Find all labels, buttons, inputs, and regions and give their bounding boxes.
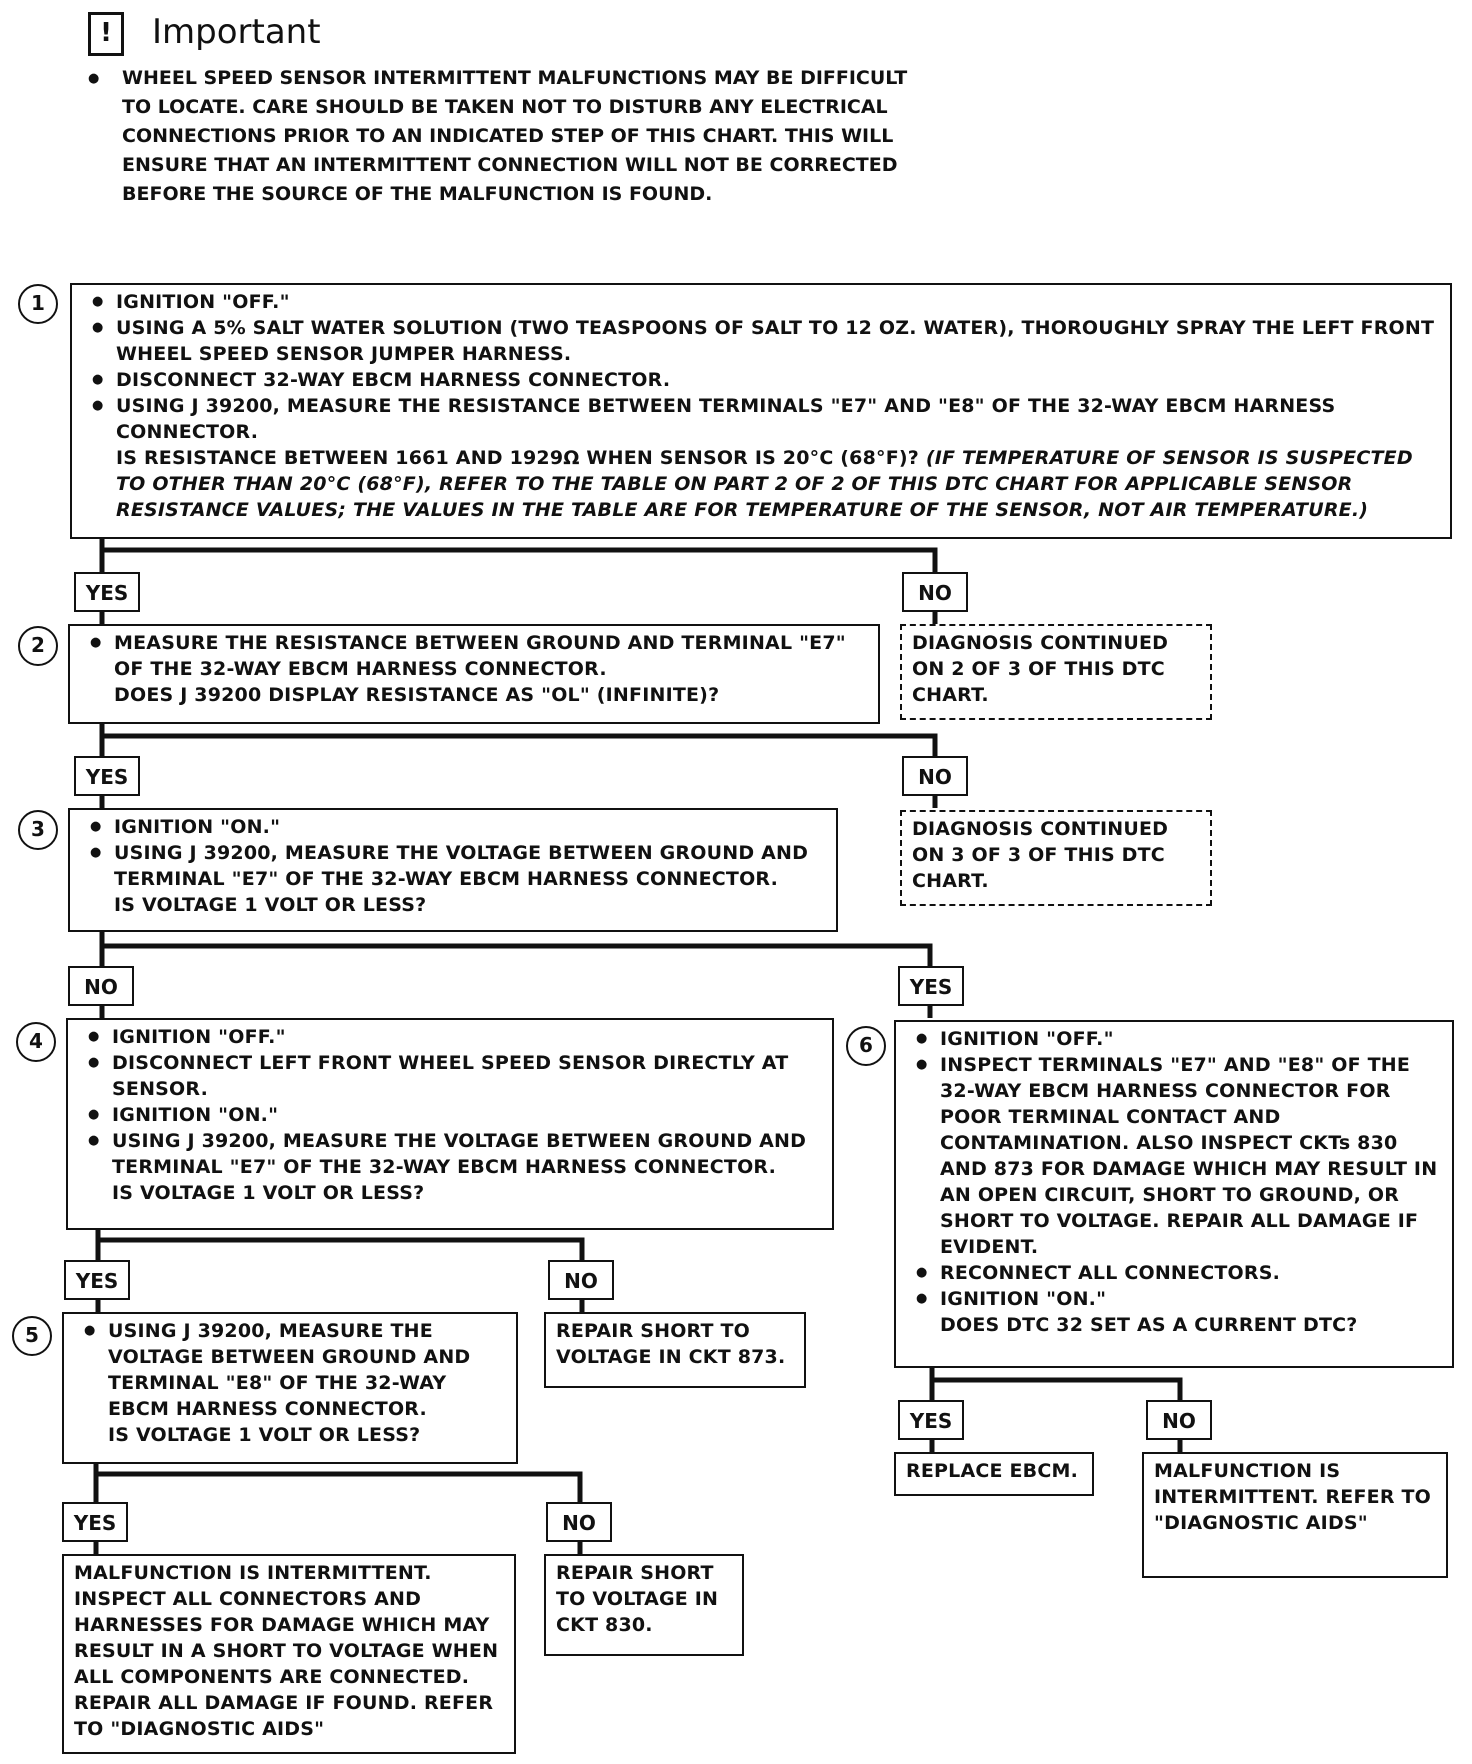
step-6-bullet: ● IGNITION "OFF." bbox=[906, 1026, 1442, 1052]
result-repair-ckt-830 bbox=[544, 1554, 744, 1656]
step-3-bullet: ● USING J 39200, MEASURE THE VOLTAGE BETWEEN GROUND AND TERMINAL "E7" OF THE 32-WAY EBCM HARNESS CONNECTOR. bbox=[80, 840, 826, 892]
step-3-box bbox=[68, 808, 838, 932]
step-6-bullet: ● INSPECT TERMINALS "E7" AND "E8" OF THE 32-WAY EBCM HARNESS CONNECTOR FOR POOR TERMINAL CONTACT AND CONTAMINATION. ALSO INSPECT CKTs 830 AND 873 FOR DAMAGE WHICH MAY RESULT IN AN OPEN CIRCUIT, SHORT TO GROUND, OR SHORT TO VOLTAGE. REPAIR ALL DAMAGE IF EVIDENT. bbox=[906, 1052, 1442, 1260]
no-label: NO bbox=[546, 1502, 612, 1542]
step-6-question: DOES DTC 32 SET AS A CURRENT DTC? bbox=[940, 1314, 1358, 1336]
result-text: DIAGNOSIS CONTINUED ON 3 OF 3 OF THIS DTC CHART. bbox=[912, 818, 1169, 892]
no-label: NO bbox=[902, 756, 968, 796]
yes-label: YES bbox=[64, 1260, 130, 1300]
step-4-question: IS VOLTAGE 1 VOLT OR LESS? bbox=[112, 1182, 425, 1204]
step-4-bullet: ● IGNITION "ON." bbox=[78, 1102, 822, 1128]
no-label: NO bbox=[1146, 1400, 1212, 1440]
step-2-box bbox=[68, 624, 880, 724]
step-4-bullet: ● USING J 39200, MEASURE THE VOLTAGE BETWEEN GROUND AND TERMINAL "E7" OF THE 32-WAY EBCM HARNESS CONNECTOR. bbox=[78, 1128, 822, 1180]
step-6-bullet: ● IGNITION "ON." bbox=[906, 1286, 1442, 1312]
step-2-bullet: ● MEASURE THE RESISTANCE BETWEEN GROUND AND TERMINAL "E7" OF THE 32-WAY EBCM HARNESS CONNECTOR. bbox=[80, 630, 868, 682]
step-1-box bbox=[70, 283, 1452, 539]
step-1-number: 1 bbox=[18, 284, 58, 324]
no-label: NO bbox=[68, 966, 134, 1006]
step-4-bullet: ● DISCONNECT LEFT FRONT WHEEL SPEED SENSOR DIRECTLY AT SENSOR. bbox=[78, 1050, 822, 1102]
yes-label: YES bbox=[62, 1502, 128, 1542]
result-repair-ckt-873 bbox=[544, 1312, 806, 1388]
step-4-bullet: ● IGNITION "OFF." bbox=[78, 1024, 822, 1050]
no-label: NO bbox=[548, 1260, 614, 1300]
step-4-number: 4 bbox=[16, 1022, 56, 1062]
yes-label: YES bbox=[898, 1400, 964, 1440]
exclamation-icon: ! bbox=[88, 12, 124, 56]
important-title: Important bbox=[152, 12, 321, 52]
important-text: WHEEL SPEED SENSOR INTERMITTENT MALFUNCTIONS MAY BE DIFFICULT TO LOCATE. CARE SHOULD BE TAKEN NOT TO DISTURB ANY ELECTRICAL CONNECTIONS PRIOR TO AN INDICATED STEP OF THIS CHART. THIS WILL ENSURE THAT AN INTERMITTENT CONNECTION WILL NOT BE CORRECTED BEFORE THE SOURCE OF THE MALFUNCTION IS FOUND. bbox=[122, 67, 908, 205]
step-1-bullet: ● DISCONNECT 32-WAY EBCM HARNESS CONNECTOR. bbox=[82, 367, 1440, 393]
result-replace-ebcm bbox=[894, 1452, 1094, 1496]
result-continued-3-of-3 bbox=[900, 810, 1212, 906]
bullet-icon: ● bbox=[88, 71, 100, 86]
step-5-number: 5 bbox=[12, 1316, 52, 1356]
result-intermittent-aids bbox=[1142, 1452, 1448, 1578]
step-1-question: IS RESISTANCE BETWEEN 1661 AND 1929Ω WHEN SENSOR IS 20°C (68°F)? bbox=[116, 447, 920, 469]
step-3-number: 3 bbox=[18, 810, 58, 850]
step-3-question: IS VOLTAGE 1 VOLT OR LESS? bbox=[114, 894, 427, 916]
step-6-bullet: ● RECONNECT ALL CONNECTORS. bbox=[906, 1260, 1442, 1286]
result-text: REPAIR SHORT TO VOLTAGE IN CKT 873. bbox=[556, 1320, 786, 1368]
no-label: NO bbox=[902, 572, 968, 612]
result-text: REPAIR SHORT TO VOLTAGE IN CKT 830. bbox=[556, 1562, 719, 1636]
important-note bbox=[88, 64, 928, 209]
result-intermittent-inspect bbox=[62, 1554, 516, 1754]
step-1-bullet: ● USING A 5% SALT WATER SOLUTION (TWO TEASPOONS OF SALT TO 12 OZ. WATER), THOROUGHLY SPRAY THE LEFT FRONT WHEEL SPEED SENSOR JUMPER HARNESS. bbox=[82, 315, 1440, 367]
step-4-box bbox=[66, 1018, 834, 1230]
step-5-bullet: ● USING J 39200, MEASURE THE VOLTAGE BETWEEN GROUND AND TERMINAL "E8" OF THE 32-WAY EBCM HARNESS CONNECTOR. bbox=[74, 1318, 506, 1422]
step-2-question: DOES J 39200 DISPLAY RESISTANCE AS "OL" (INFINITE)? bbox=[114, 684, 720, 706]
result-text: MALFUNCTION IS INTERMITTENT. INSPECT ALL CONNECTORS AND HARNESSES FOR DAMAGE WHICH MAY RESULT IN A SHORT TO VOLTAGE WHEN ALL COMPONENTS ARE CONNECTED. REPAIR ALL DAMAGE IF FOUND. REFER TO "DIAGNOSTIC AIDS" bbox=[74, 1562, 499, 1740]
yes-label: YES bbox=[74, 572, 140, 612]
yes-label: YES bbox=[898, 966, 964, 1006]
step-5-box bbox=[62, 1312, 518, 1464]
step-3-bullet: ● IGNITION "ON." bbox=[80, 814, 826, 840]
step-1-bullet: ● USING J 39200, MEASURE THE RESISTANCE BETWEEN TERMINALS "E7" AND "E8" OF THE 32-WAY EBCM HARNESS CONNECTOR. bbox=[82, 393, 1440, 445]
step-1-bullet: ● IGNITION "OFF." bbox=[82, 289, 1440, 315]
step-2-number: 2 bbox=[18, 626, 58, 666]
step-6-box bbox=[894, 1020, 1454, 1368]
step-5-question: IS VOLTAGE 1 VOLT OR LESS? bbox=[108, 1424, 421, 1446]
step-6-number: 6 bbox=[846, 1026, 886, 1066]
result-continued-2-of-3 bbox=[900, 624, 1212, 720]
yes-label: YES bbox=[74, 756, 140, 796]
result-text: MALFUNCTION IS INTERMITTENT. REFER TO "DIAGNOSTIC AIDS" bbox=[1154, 1460, 1431, 1534]
step-1-note: (IF TEMPERATURE OF SENSOR IS SUSPECTED TO OTHER THAN 20°C (68°F), REFER TO THE TABLE ON PART 2 OF 2 OF THIS DTC CHART FOR APPLICABLE SENSOR RESISTANCE VALUES; THE VALUES IN THE TABLE ARE FOR TEMPERATURE OF THE SENSOR, NOT AIR TEMPERATURE.) bbox=[116, 447, 1413, 521]
result-text: DIAGNOSIS CONTINUED ON 2 OF 3 OF THIS DTC CHART. bbox=[912, 632, 1169, 706]
result-text: REPLACE EBCM. bbox=[906, 1460, 1079, 1482]
